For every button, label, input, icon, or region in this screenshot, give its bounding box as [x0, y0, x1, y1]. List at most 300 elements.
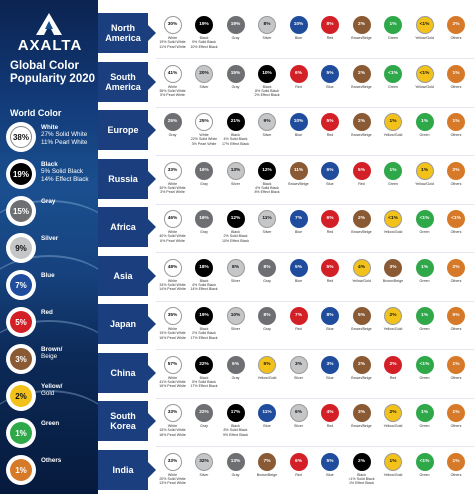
color-chip: 6% [290, 453, 308, 471]
region-label: India [98, 450, 148, 490]
color-chip-label: Silver [262, 36, 272, 40]
color-chip: 48% [164, 259, 182, 277]
world-color-label [41, 161, 97, 183]
color-chip: 9% [258, 113, 276, 131]
color-cell-white [156, 16, 189, 49]
region-row-japan [98, 300, 474, 350]
color-cell-others [440, 453, 473, 477]
color-chip-label: Black 8% Solid Black 2% Effect Black [254, 84, 280, 98]
color-chip: 10% [290, 16, 308, 34]
color-cell-blue [282, 16, 315, 40]
color-chip: 11% [290, 162, 308, 180]
color-chip: 5% [258, 356, 276, 374]
color-chip: 8% [321, 16, 339, 34]
color-cell-black [219, 404, 252, 437]
color-chip: <1% [416, 65, 434, 83]
color-chip: 13% [227, 162, 245, 180]
color-cell-yellow-gold [408, 162, 441, 186]
color-cell-gray [188, 210, 221, 234]
color-cell-green [408, 210, 441, 234]
world-color-label-line: Brown/ [41, 346, 63, 353]
color-chip: 6% [290, 65, 308, 83]
color-chip-label: Brown/Beige [351, 230, 372, 234]
world-color-ring [6, 344, 36, 374]
color-cell-gray [219, 65, 252, 89]
color-chip-label: Red [326, 36, 334, 40]
color-chip: 12% [227, 210, 245, 228]
color-cell-others [440, 259, 473, 283]
color-chip-label: Green [419, 375, 430, 380]
color-chip: 1% [384, 16, 402, 34]
color-chip: 1% [447, 113, 465, 131]
color-chip-label: Black 4% Solid Black 8% Effect Black [254, 181, 280, 195]
color-chip: 6% [321, 210, 339, 228]
color-chip-label: Others [450, 36, 462, 40]
color-cell-black [251, 162, 284, 195]
region-row-south-america [98, 58, 474, 108]
color-chip-label: Blue [294, 278, 303, 283]
color-chip-label: Brown/Beige [351, 327, 372, 331]
color-chip: 4% [353, 259, 371, 277]
color-chip: 2% [384, 356, 402, 374]
color-cell-yellow-gold [377, 113, 410, 137]
world-color-label [41, 346, 97, 361]
color-cell-brown-beige [345, 16, 378, 40]
color-chip-label: Blue [263, 424, 271, 428]
color-chip: 1% [416, 259, 434, 277]
color-chip: 1% [416, 404, 434, 422]
color-chip-label: Blue [294, 133, 303, 137]
color-chip-label: Silver [231, 181, 240, 186]
color-cell-blue [314, 162, 347, 186]
color-chip-label: Black <1% Solid Black 1% Effect Black [348, 472, 375, 486]
color-chip-label: Brown/Beige [351, 84, 372, 89]
world-color-label [41, 457, 97, 464]
color-chip-label: Yellow/Gold [383, 133, 403, 137]
color-chip: 35% [164, 307, 182, 325]
color-chip-label: White 15% Solid White 18% Pearl White [159, 424, 186, 437]
color-cell-gray [219, 356, 252, 380]
color-cell-black [251, 65, 284, 98]
color-chip-label: Others [450, 472, 462, 477]
color-chip: 1% [447, 404, 465, 422]
color-chip-label: Red [358, 181, 365, 186]
color-cell-white [156, 404, 189, 437]
world-color-label [41, 235, 97, 242]
color-cell-white [156, 65, 189, 98]
color-chip: 6% [321, 162, 339, 180]
color-cell-silver [282, 404, 315, 428]
color-chip-label: Black 8% Solid Black 9% Effect Black [222, 424, 249, 437]
world-color-swatch: 9% [10, 237, 32, 259]
color-chip-label: Brown/Beige [351, 424, 372, 428]
color-cell-yellow-gold [251, 356, 284, 380]
color-chip-label: Red [326, 424, 334, 428]
color-chip: <1% [416, 16, 434, 34]
color-chip-label: Yellow/Gold [415, 84, 434, 89]
world-color-title: World Color [10, 108, 62, 118]
color-cell-red [314, 113, 347, 137]
color-chip: 2% [384, 404, 402, 422]
world-color-black [6, 159, 96, 193]
color-cell-blue [314, 65, 347, 89]
color-chip: 19% [195, 16, 213, 34]
color-cell-gray [188, 162, 221, 186]
color-chip: 8% [258, 16, 276, 34]
world-color-label-line: White [41, 124, 59, 131]
color-chip: 1% [416, 113, 434, 131]
color-chip: 5% [353, 307, 371, 325]
color-cell-red [377, 356, 410, 380]
region-label: Japan [98, 304, 148, 344]
world-color-label-line: 14% Effect Black [41, 175, 89, 183]
color-chip: 1% [447, 453, 465, 471]
color-cell-others [440, 210, 473, 234]
color-chip: 3% [353, 404, 371, 422]
world-color-swatch: 38% [10, 126, 32, 148]
world-color-label [41, 124, 97, 146]
color-chip-label: Others [450, 327, 462, 331]
color-chip: 16% [195, 162, 213, 180]
color-chip: 8% [258, 307, 276, 325]
color-chip: <1% [416, 356, 434, 374]
color-chip: 33% [164, 404, 182, 422]
color-chip: 19% [195, 307, 213, 325]
color-chip-label: Green [419, 278, 430, 283]
color-chip-label: Green [419, 133, 430, 137]
world-color-label [41, 383, 97, 398]
color-chip-label: Silver [294, 375, 303, 380]
color-chip: 7% [290, 210, 308, 228]
color-chip-label: Red [295, 327, 302, 331]
color-chip-label: Blue [326, 327, 334, 331]
color-cell-white [156, 356, 189, 389]
color-chip-label: Yellow/Gold [383, 424, 403, 428]
world-color-label-line: Others [41, 457, 62, 464]
color-chip: 2% [353, 16, 371, 34]
color-chip: 13% [227, 453, 245, 471]
color-chip: 1% [447, 356, 465, 374]
color-cell-brown-beige [282, 162, 315, 186]
region-label: Europe [98, 110, 148, 150]
color-cell-yellow-gold [377, 404, 410, 428]
color-chip-label: Gray [231, 375, 240, 380]
color-cell-others [440, 113, 473, 137]
color-chip: 1% [384, 113, 402, 131]
color-chip: <1% [384, 65, 402, 83]
color-cell-red [314, 16, 347, 40]
color-chip: 22% [195, 356, 213, 374]
color-chip: 17% [227, 404, 245, 422]
color-chip-label: Black 4% Solid Black 14% Effect Black [190, 278, 218, 292]
region-row-china [98, 349, 474, 399]
color-chip: 20% [195, 65, 213, 83]
color-cell-white [156, 162, 189, 195]
color-cell-white [156, 453, 189, 486]
world-color-label [41, 272, 97, 279]
color-cell-white [156, 307, 189, 340]
color-cell-brown-beige [345, 113, 378, 137]
color-chip-label: White 22% Solid White 3% Pearl White [190, 133, 218, 146]
color-cell-others [440, 16, 473, 40]
color-cell-silver [219, 307, 252, 331]
color-chip-label: Green [419, 327, 430, 331]
color-cell-yellow-gold [408, 65, 441, 89]
color-chip-label: Brown/Beige [351, 36, 372, 40]
color-chip: 5% [447, 307, 465, 325]
color-chip-label: Gray [263, 278, 271, 283]
world-color-ring [6, 381, 36, 411]
color-cell-black [219, 113, 252, 146]
color-cell-green [408, 307, 441, 331]
color-chip-label: Gray [168, 133, 177, 137]
color-chip-label: Yellow/Gold [383, 327, 403, 331]
color-chip-label: Others [450, 375, 462, 380]
color-chip-label: Blue [294, 36, 303, 40]
color-chip-label: Brown/Beige [288, 181, 309, 186]
world-color-swatch: 1% [10, 459, 32, 481]
color-chip-label: Others [450, 278, 462, 283]
world-color-white [6, 122, 96, 156]
world-color-label-line: Yellow/ [41, 383, 63, 390]
world-color-ring [6, 233, 36, 263]
color-chip-label: Blue [326, 84, 334, 89]
color-chip-label: Silver [262, 133, 272, 137]
world-color-label-line: Silver [41, 235, 59, 242]
region-label: South Korea [98, 401, 148, 441]
color-cell-brown-beige [345, 210, 378, 234]
color-chip: 11% [258, 210, 276, 228]
region-label: China [98, 353, 148, 393]
world-color-swatch: 19% [10, 163, 32, 185]
color-chip-label: Red [326, 278, 334, 283]
color-chip-label: White 19% Solid White 11% Pearl White [159, 36, 186, 49]
color-cell-yellow-gold [377, 453, 410, 477]
region-row-south-korea [98, 397, 474, 447]
color-chip: 10% [227, 307, 245, 325]
color-chip-label: Gray [263, 327, 271, 331]
region-row-asia [98, 252, 474, 302]
color-cell-white [156, 210, 189, 243]
color-chip: 16% [195, 210, 213, 228]
world-color-label-line: Gold [41, 390, 55, 398]
color-cell-others [440, 404, 473, 428]
color-chip: 6% [227, 356, 245, 374]
color-cell-gray [188, 404, 221, 428]
color-chip-label: Gray [231, 36, 240, 40]
color-chip: 10% [258, 65, 276, 83]
color-chip: 3% [321, 356, 339, 374]
color-chip-label: Yellow/Gold [415, 36, 434, 40]
color-chip: 5% [321, 65, 339, 83]
color-cell-brown-beige [377, 259, 410, 283]
color-chip: 1% [416, 307, 434, 325]
color-chip: 2% [353, 453, 371, 471]
color-cell-black [188, 16, 221, 49]
color-cell-others [440, 65, 473, 89]
color-chip-label: Black 2% Solid Black 17% Effect Black [190, 327, 218, 340]
color-chip-label: Red [295, 472, 302, 477]
world-color-silver [6, 233, 96, 267]
region-label: Russia [98, 159, 148, 199]
color-chip: 32% [195, 453, 213, 471]
color-cell-gray [219, 453, 252, 477]
color-cell-yellow-gold [408, 16, 441, 40]
color-chip: 2% [353, 356, 371, 374]
color-chip-label: Blue [326, 181, 334, 186]
color-chip-label: Yellow/Gold [383, 472, 403, 477]
color-chip-label: White 36% Solid White 5% Pearl White [159, 84, 186, 98]
world-color-yellow-gold [6, 381, 96, 415]
color-chip-label: Green [388, 181, 398, 186]
color-chip-label: Black 9% Solid Black 10% Effect Black [190, 36, 218, 49]
color-chip-label: Blue [326, 472, 334, 477]
color-cell-yellow-gold [377, 210, 410, 234]
color-chip: 2% [447, 162, 465, 180]
color-chip-label: Silver [199, 472, 209, 477]
color-chip: 8% [321, 307, 339, 325]
color-chip: 5% [321, 453, 339, 471]
color-chip: 1% [447, 65, 465, 83]
color-chip-label: Green [419, 230, 430, 234]
color-chip: 2% [384, 307, 402, 325]
color-cell-red [282, 453, 315, 477]
region-row-india [98, 446, 474, 494]
color-chip: 1% [384, 453, 402, 471]
color-cell-silver [219, 162, 252, 186]
color-cell-silver [251, 16, 284, 40]
color-chip-label: White 41% Solid White 16% Pearl White [159, 375, 186, 389]
world-color-ring [6, 196, 36, 226]
brand-wordmark: AXALTA [17, 37, 83, 54]
world-color-label-line: 27% Solid White [41, 131, 88, 139]
color-cell-silver [188, 453, 221, 477]
color-chip: 41% [164, 65, 182, 83]
region-row-africa [98, 203, 474, 253]
color-cell-black [345, 453, 378, 486]
world-color-label-line: 5% Solid Black [41, 168, 83, 176]
color-chip: 46% [164, 210, 182, 228]
region-row-north-america [98, 9, 474, 59]
color-cell-black [188, 307, 221, 340]
color-chip-label: Brown/Beige [351, 133, 372, 137]
color-chip: 2% [353, 113, 371, 131]
world-color-label [41, 198, 97, 205]
color-cell-others [440, 162, 473, 186]
color-chip: <1% [447, 210, 465, 228]
color-chip: 57% [164, 356, 182, 374]
color-cell-blue [282, 210, 315, 234]
color-cell-brown-beige [345, 404, 378, 428]
color-cell-green [408, 113, 441, 137]
color-cell-green [377, 65, 410, 89]
axalta-logo-icon [34, 12, 64, 36]
color-chip: 21% [227, 113, 245, 131]
world-color-gray [6, 196, 96, 230]
color-cell-silver [188, 65, 221, 89]
left-panel [0, 0, 98, 494]
color-cell-gray [251, 259, 284, 283]
region-row-europe [98, 106, 474, 156]
color-chip-label: Brown/Beige [256, 472, 278, 477]
color-cell-gray [219, 16, 252, 40]
color-chip: 7% [290, 307, 308, 325]
color-chip-label: White 30% Solid White 3% Pearl White [159, 181, 186, 195]
color-chip: 5% [321, 113, 339, 131]
color-cell-blue [314, 453, 347, 477]
color-chip: 3% [384, 259, 402, 277]
color-chip-label: Silver [294, 424, 303, 428]
color-chip: 2% [353, 210, 371, 228]
color-chip: 1% [384, 162, 402, 180]
color-chip: 5% [290, 259, 308, 277]
color-chip: 2% [447, 259, 465, 277]
region-row-russia [98, 155, 474, 205]
world-color-ring [6, 455, 36, 485]
world-color-swatch: 5% [10, 311, 32, 333]
world-color-green [6, 418, 96, 452]
world-color-label [41, 309, 97, 316]
color-chip: <1% [416, 210, 434, 228]
color-chip: 15% [227, 65, 245, 83]
color-cell-white [188, 113, 221, 146]
color-cell-brown-beige [345, 307, 378, 331]
world-color-label-line: Blue [41, 272, 55, 279]
color-cell-green [408, 453, 441, 477]
color-cell-red [314, 210, 347, 234]
color-chip-label: Yellow/Gold [415, 181, 434, 186]
color-chip: 7% [258, 453, 276, 471]
color-cell-green [408, 259, 441, 283]
color-cell-others [440, 356, 473, 380]
color-chip: 3% [290, 356, 308, 374]
color-cell-silver [251, 113, 284, 137]
color-chip-label: Others [450, 424, 462, 428]
color-cell-red [282, 307, 315, 331]
color-cell-blue [314, 307, 347, 331]
page-title: Global Color Popularity 2020 [10, 60, 96, 85]
color-chip-label: Silver [262, 230, 272, 234]
world-color-swatch: 7% [10, 274, 32, 296]
color-chip: 25% [195, 113, 213, 131]
color-chip-label: Gray [200, 181, 208, 186]
color-chip-label: Green [419, 472, 430, 477]
color-chip-label: Gray [231, 472, 240, 477]
color-chip-label: Silver [231, 327, 240, 331]
color-cell-white [156, 259, 189, 292]
color-cell-yellow-gold [377, 307, 410, 331]
color-chip-label: Gray [200, 424, 208, 428]
color-chip: 1% [416, 162, 434, 180]
color-chip: 33% [164, 453, 182, 471]
region-label: Africa [98, 207, 148, 247]
color-cell-red [282, 65, 315, 89]
color-chip-label: Others [450, 230, 462, 234]
color-cell-red [314, 404, 347, 428]
world-color-swatch: 15% [10, 200, 32, 222]
world-color-label-line: Gray [41, 198, 56, 205]
color-chip-label: White 40% Solid White 6% Pearl White [159, 230, 186, 243]
color-chip: 12% [258, 162, 276, 180]
color-chip: 30% [164, 16, 182, 34]
color-chip: 19% [227, 16, 245, 34]
color-cell-black [188, 356, 221, 389]
color-chip: <1% [384, 210, 402, 228]
color-chip: <1% [416, 453, 434, 471]
color-chip: 6% [290, 404, 308, 422]
color-chip-label: Green [388, 36, 398, 40]
color-chip: 8% [227, 259, 245, 277]
